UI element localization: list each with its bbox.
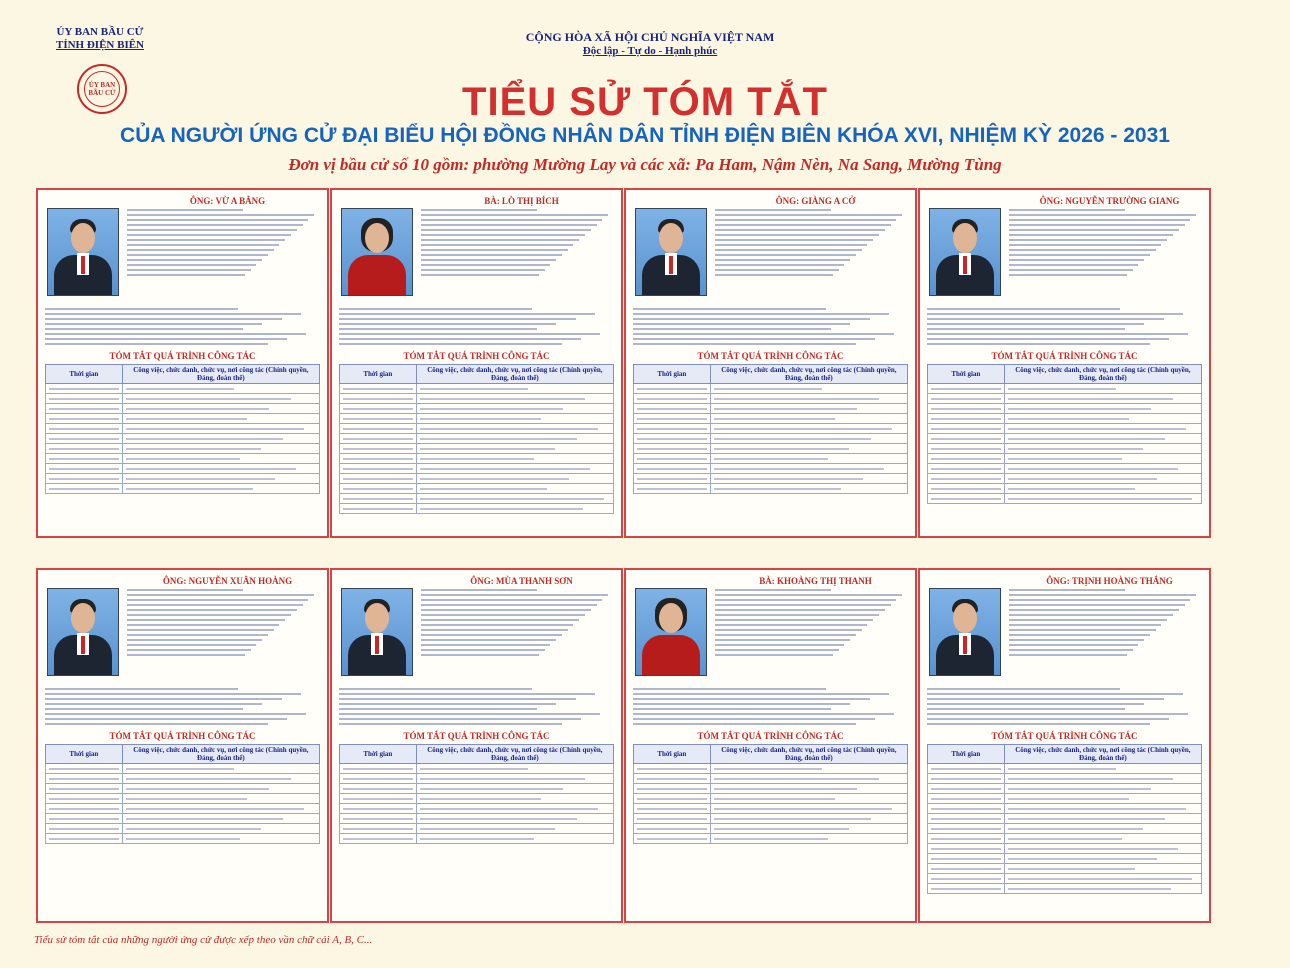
- col-role: Công việc, chức danh, chức vụ, nơi công tác (Chính quyền, Đảng, đoàn thể): [416, 745, 613, 764]
- table-row: [46, 404, 320, 414]
- table-row: [340, 454, 614, 464]
- work-history-table: [927, 744, 1202, 894]
- candidate-photo: [341, 208, 413, 296]
- table-row: [928, 794, 1202, 804]
- page-subtitle: CỦA NGƯỜI ỨNG CỬ ĐẠI BIỂU HỘI ĐỒNG NHÂN DÂN TỈNH ĐIỆN BIÊN KHÓA XVI, NHIỆM KỲ 2026 - 2031: [120, 124, 1170, 147]
- col-time: Thời gian: [46, 365, 123, 384]
- national-header: [440, 30, 860, 58]
- work-history-table: [45, 744, 320, 844]
- col-time: Thời gian: [340, 365, 417, 384]
- col-time: Thời gian: [928, 745, 1005, 764]
- footnote: Tiểu sử tóm tắt của những người ứng cử được xếp theo vần chữ cái A, B, C...: [34, 934, 373, 946]
- table-row: [634, 474, 908, 484]
- candidate-name: ÔNG: MÙA THANH SƠN: [470, 576, 573, 586]
- official-seal: ỦY BAN BẦU CỬ: [77, 64, 127, 114]
- national-name: CỘNG HÒA XÃ HỘI CHỦ NGHĨA VIỆT NAM: [525, 30, 775, 44]
- candidate-card: [330, 568, 623, 923]
- table-row: [46, 774, 320, 784]
- table-row: [928, 474, 1202, 484]
- table-row: [46, 434, 320, 444]
- candidate-card: [36, 568, 329, 923]
- candidate-photo: [47, 588, 119, 676]
- candidate-name: BÀ: KHOÀNG THỊ THANH: [759, 576, 872, 586]
- table-row: [928, 844, 1202, 854]
- table-row: [634, 484, 908, 494]
- table-row: [340, 834, 614, 844]
- table-row: [928, 394, 1202, 404]
- table-row: [634, 394, 908, 404]
- table-row: [928, 784, 1202, 794]
- work-history-title: TÓM TẮT QUÁ TRÌNH CÔNG TÁC: [109, 731, 256, 741]
- table-row: [928, 814, 1202, 824]
- candidate-card: [918, 188, 1211, 538]
- table-row: [46, 384, 320, 394]
- page-title: TIỂU SỬ TÓM TẮT: [462, 80, 828, 124]
- electoral-district: Đơn vị bầu cử số 10 gồm: phường Mường Lay và các xã: Pa Ham, Nậm Nèn, Na Sang, Mường Tùng: [288, 155, 1002, 174]
- work-history-table: [339, 744, 614, 844]
- work-history-title: TÓM TẮT QUÁ TRÌNH CÔNG TÁC: [991, 351, 1138, 361]
- candidate-name: ÔNG: GIÀNG A CỞ: [775, 196, 856, 206]
- candidate-card: [624, 568, 917, 923]
- candidate-name: ÔNG: NGUYỄN TRƯỜNG GIANG: [1039, 196, 1180, 206]
- table-row: [340, 384, 614, 394]
- work-history-table: [633, 744, 908, 844]
- biography-text: [127, 589, 320, 685]
- candidate-photo: [47, 208, 119, 296]
- table-row: [634, 824, 908, 834]
- table-row: [46, 464, 320, 474]
- table-row: [634, 834, 908, 844]
- table-row: [928, 834, 1202, 844]
- col-role: Công việc, chức danh, chức vụ, nơi công tác (Chính quyền, Đảng, đoàn thể): [1004, 745, 1201, 764]
- candidate-name: ÔNG: TRỊNH HOÀNG THẮNG: [1046, 576, 1173, 586]
- col-role: Công việc, chức danh, chức vụ, nơi công tác (Chính quyền, Đảng, đoàn thể): [1004, 365, 1201, 384]
- candidate-photo: [635, 588, 707, 676]
- biography-text: [1009, 589, 1202, 685]
- table-row: [928, 384, 1202, 394]
- table-row: [634, 764, 908, 774]
- col-time: Thời gian: [46, 745, 123, 764]
- table-row: [340, 814, 614, 824]
- table-row: [928, 864, 1202, 874]
- candidate-photo: [635, 208, 707, 296]
- table-row: [928, 424, 1202, 434]
- table-row: [340, 794, 614, 804]
- table-row: [46, 824, 320, 834]
- candidate-card: [624, 188, 917, 538]
- table-row: [928, 404, 1202, 414]
- table-row: [928, 484, 1202, 494]
- table-row: [340, 404, 614, 414]
- table-row: [46, 424, 320, 434]
- table-row: [46, 474, 320, 484]
- candidate-card: [918, 568, 1211, 923]
- table-row: [634, 774, 908, 784]
- table-row: [634, 424, 908, 434]
- work-history-title: TÓM TẮT QUÁ TRÌNH CÔNG TÁC: [403, 731, 550, 741]
- table-row: [340, 424, 614, 434]
- table-row: [928, 824, 1202, 834]
- table-row: [928, 884, 1202, 894]
- candidate-photo: [341, 588, 413, 676]
- work-history-title: TÓM TẮT QUÁ TRÌNH CÔNG TÁC: [697, 731, 844, 741]
- work-history-title: TÓM TẮT QUÁ TRÌNH CÔNG TÁC: [403, 351, 550, 361]
- table-row: [46, 394, 320, 404]
- table-row: [340, 774, 614, 784]
- work-history-table: [927, 364, 1202, 504]
- work-history-title: TÓM TẮT QUÁ TRÌNH CÔNG TÁC: [109, 351, 256, 361]
- col-role: Công việc, chức danh, chức vụ, nơi công tác (Chính quyền, Đảng, đoàn thể): [122, 745, 319, 764]
- table-row: [340, 434, 614, 444]
- work-history-title: TÓM TẮT QUÁ TRÌNH CÔNG TÁC: [697, 351, 844, 361]
- table-row: [46, 764, 320, 774]
- table-row: [928, 414, 1202, 424]
- table-row: [340, 394, 614, 404]
- table-row: [634, 454, 908, 464]
- table-row: [340, 824, 614, 834]
- table-row: [634, 784, 908, 794]
- candidate-name: ÔNG: NGUYỄN XUÂN HOÀNG: [162, 576, 293, 586]
- table-row: [340, 444, 614, 454]
- table-row: [340, 494, 614, 504]
- table-row: [928, 774, 1202, 784]
- table-row: [46, 444, 320, 454]
- table-row: [928, 874, 1202, 884]
- table-row: [928, 464, 1202, 474]
- candidate-name: ÔNG: VỪ A BẰNG: [189, 196, 266, 206]
- table-row: [340, 414, 614, 424]
- biography-text: [421, 589, 614, 685]
- national-motto: Độc lập - Tự do - Hạnh phúc: [582, 45, 718, 57]
- table-row: [928, 764, 1202, 774]
- biography-text: [715, 589, 908, 685]
- issuer-block: [40, 26, 160, 52]
- candidate-card: [330, 188, 623, 538]
- col-role: Công việc, chức danh, chức vụ, nơi công tác (Chính quyền, Đảng, đoàn thể): [710, 745, 907, 764]
- table-row: [46, 414, 320, 424]
- table-row: [46, 814, 320, 824]
- table-row: [634, 794, 908, 804]
- work-history-table: [633, 364, 908, 494]
- candidate-name: BÀ: LÒ THỊ BÍCH: [484, 196, 559, 206]
- table-row: [928, 434, 1202, 444]
- col-time: Thời gian: [634, 365, 711, 384]
- biography-text: [715, 209, 908, 305]
- table-row: [46, 454, 320, 464]
- col-time: Thời gian: [634, 745, 711, 764]
- work-history-table: [339, 364, 614, 514]
- work-history-table: [45, 364, 320, 494]
- table-row: [928, 444, 1202, 454]
- table-row: [634, 384, 908, 394]
- biography-text: [421, 209, 614, 305]
- table-row: [634, 404, 908, 414]
- table-row: [340, 504, 614, 514]
- candidate-photo: [929, 588, 1001, 676]
- table-row: [634, 444, 908, 454]
- work-history-title: TÓM TẮT QUÁ TRÌNH CÔNG TÁC: [991, 731, 1138, 741]
- table-row: [46, 834, 320, 844]
- table-row: [928, 854, 1202, 864]
- issuer-line1: ỦY BAN BẦU CỬ: [56, 26, 144, 38]
- table-row: [634, 464, 908, 474]
- table-row: [928, 454, 1202, 464]
- table-row: [634, 814, 908, 824]
- table-row: [634, 804, 908, 814]
- table-row: [928, 804, 1202, 814]
- col-time: Thời gian: [928, 365, 1005, 384]
- table-row: [634, 414, 908, 424]
- table-row: [340, 484, 614, 494]
- table-row: [46, 484, 320, 494]
- col-time: Thời gian: [340, 745, 417, 764]
- issuer-line2: TỈNH ĐIỆN BIÊN: [55, 39, 145, 51]
- col-role: Công việc, chức danh, chức vụ, nơi công tác (Chính quyền, Đảng, đoàn thể): [122, 365, 319, 384]
- table-row: [46, 784, 320, 794]
- table-row: [340, 464, 614, 474]
- table-row: [340, 784, 614, 794]
- table-row: [46, 794, 320, 804]
- table-row: [340, 804, 614, 814]
- table-row: [340, 764, 614, 774]
- col-role: Công việc, chức danh, chức vụ, nơi công tác (Chính quyền, Đảng, đoàn thể): [710, 365, 907, 384]
- table-row: [46, 804, 320, 814]
- biography-text: [1009, 209, 1202, 305]
- candidate-photo: [929, 208, 1001, 296]
- table-row: [928, 494, 1202, 504]
- col-role: Công việc, chức danh, chức vụ, nơi công tác (Chính quyền, Đảng, đoàn thể): [416, 365, 613, 384]
- table-row: [634, 434, 908, 444]
- table-row: [340, 474, 614, 484]
- candidate-card: [36, 188, 329, 538]
- biography-text: [127, 209, 320, 305]
